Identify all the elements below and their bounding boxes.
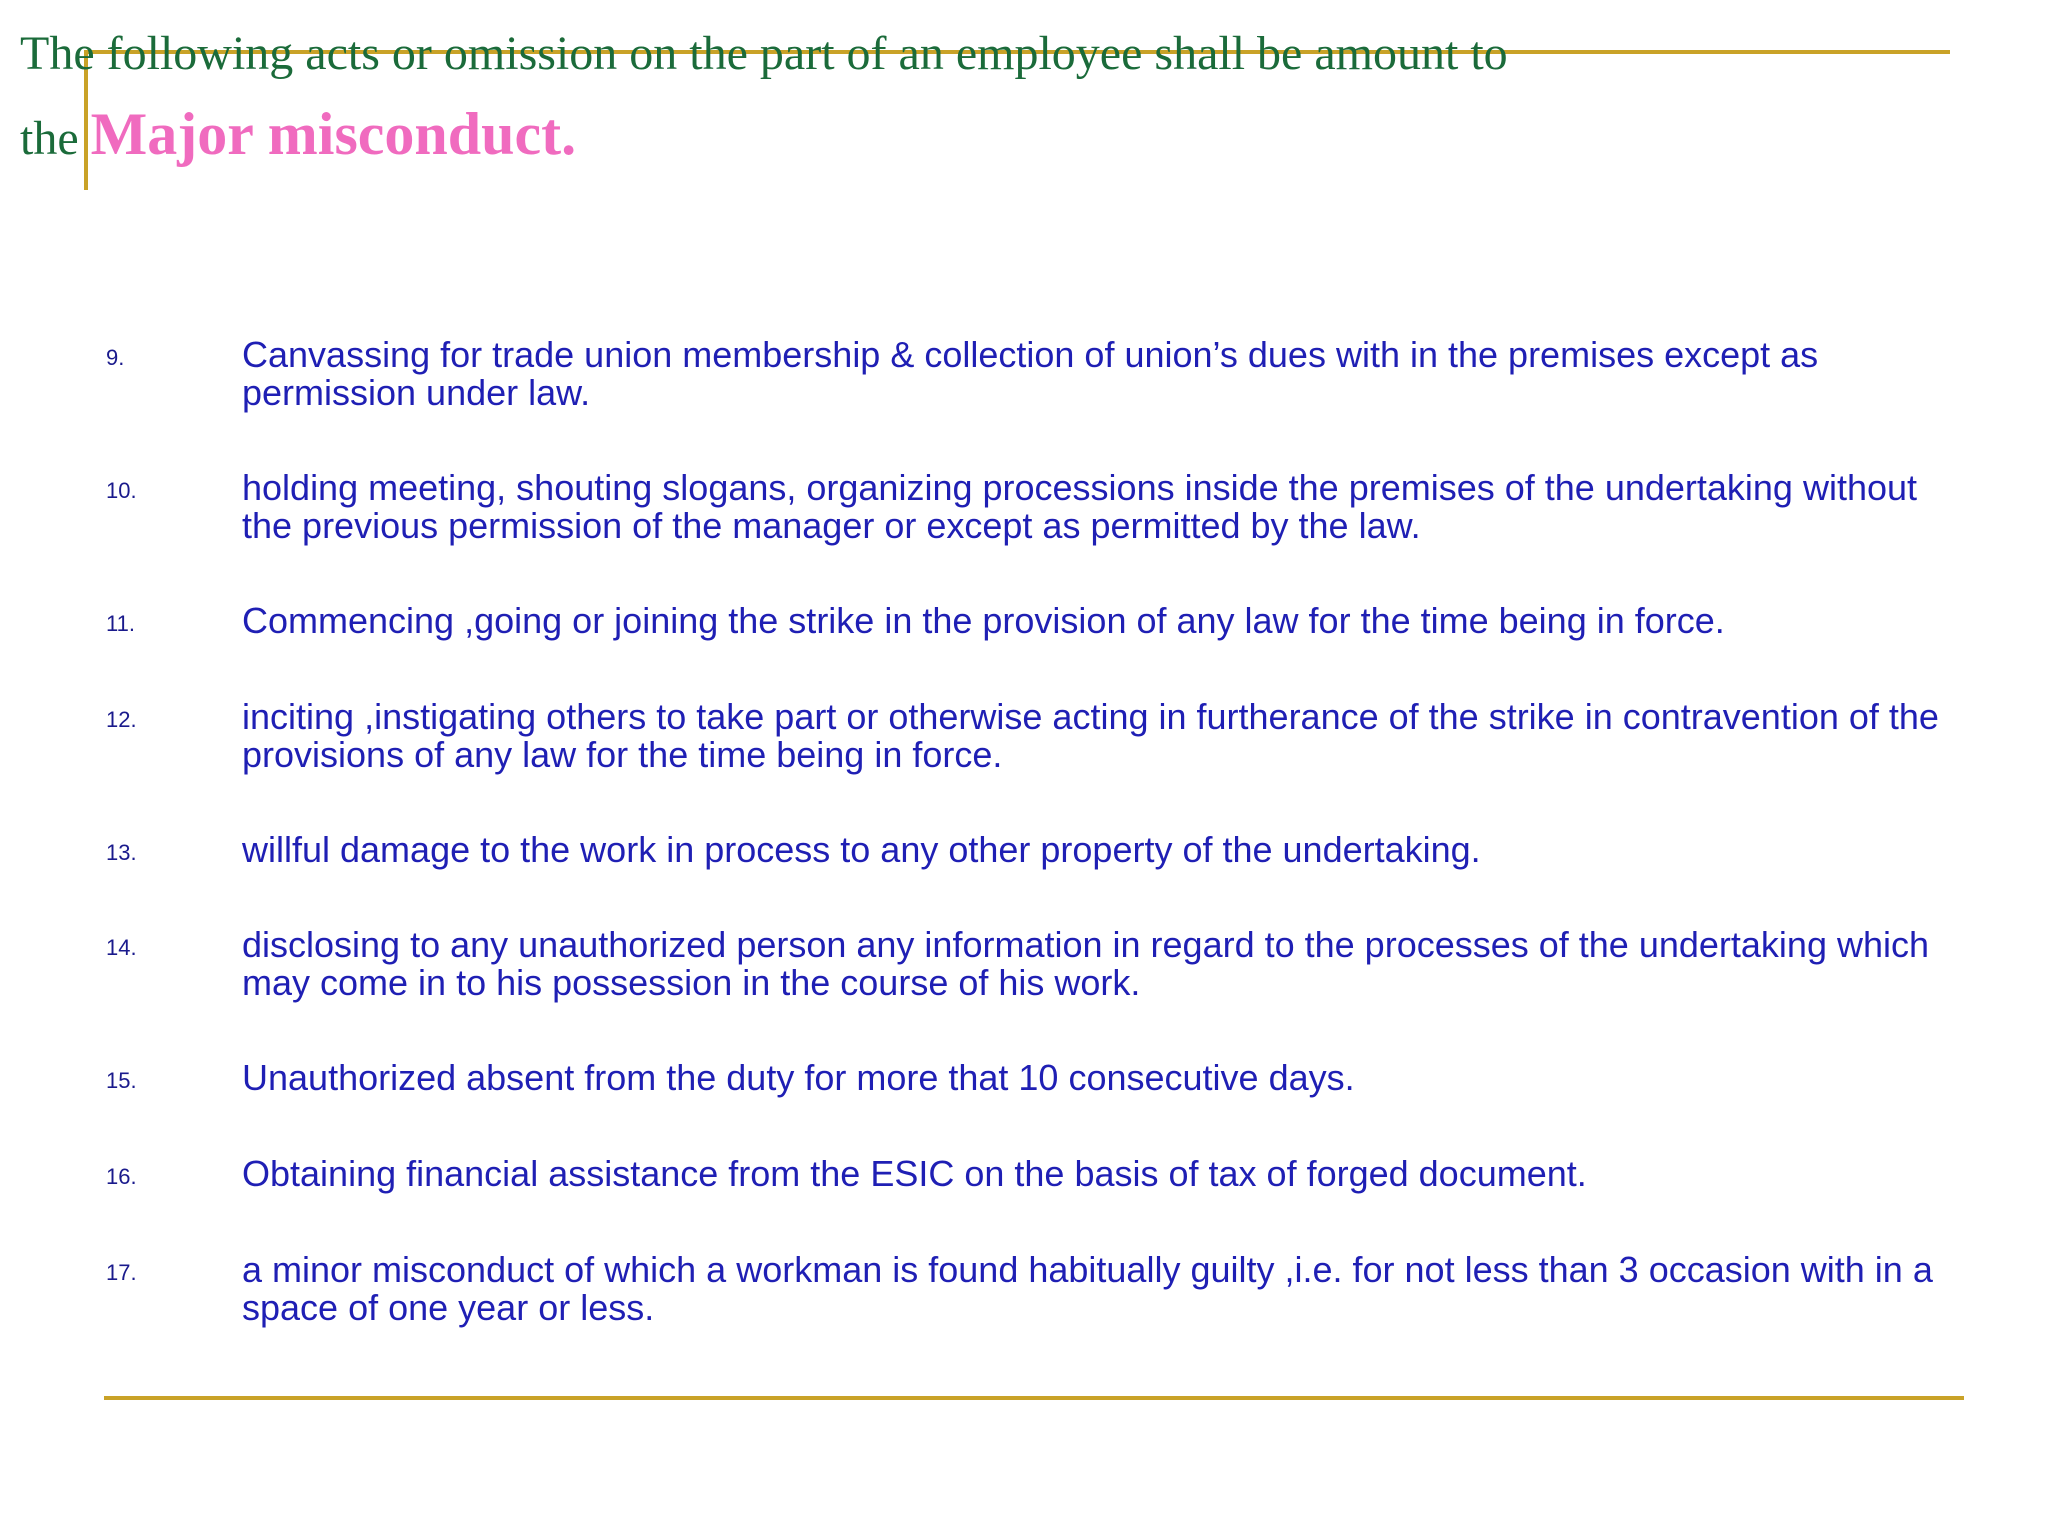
item-text: disclosing to any unauthorized person any information in regard to the processes of the undertaking which may come in to his possession in the course of his work. xyxy=(242,924,1930,1003)
item-text: Commencing ,going or joining the strike in the provision of any law for the time being in force. xyxy=(242,600,1725,641)
item-text: inciting ,instigating others to take part or otherwise acting in furtherance of the strike in contravention of the provisions of any law for the time being in force. xyxy=(242,696,1939,775)
item-text: a minor misconduct of which a workman is found habitually guilty ,i.e. for not less than 3 occasion with in a space of one year or less. xyxy=(242,1249,1933,1328)
slide-title-emphasis: Major misconduct. xyxy=(90,101,577,167)
bottom-rule xyxy=(104,1396,1964,1400)
item-number: 15. xyxy=(106,1068,137,1093)
item-number: 17. xyxy=(106,1260,137,1285)
item-number: 13. xyxy=(106,840,137,865)
item-number: 10. xyxy=(106,478,137,503)
item-number: 12. xyxy=(106,707,137,732)
item-text: willful damage to the work in process to any other property of the undertaking. xyxy=(242,829,1481,870)
slide-title-lead: The following acts or omission on the part of an employee shall be amount to the xyxy=(20,27,1508,165)
item-number: 16. xyxy=(106,1164,137,1189)
item-number: 14. xyxy=(106,935,137,960)
item-text: holding meeting, shouting slogans, organizing processions inside the premises of the undertaking without the previous permission of the manager or except as permitted by the law. xyxy=(242,467,1918,546)
item-text: Canvassing for trade union membership & collection of union’s dues with in the premises except as permission under law. xyxy=(242,334,1819,413)
item-text: Obtaining financial assistance from the ESIC on the basis of tax of forged document. xyxy=(242,1153,1587,1194)
item-number: 11. xyxy=(106,611,135,636)
item-text: Unauthorized absent from the duty for more that 10 consecutive days. xyxy=(242,1057,1355,1098)
item-number: 9. xyxy=(106,345,125,370)
